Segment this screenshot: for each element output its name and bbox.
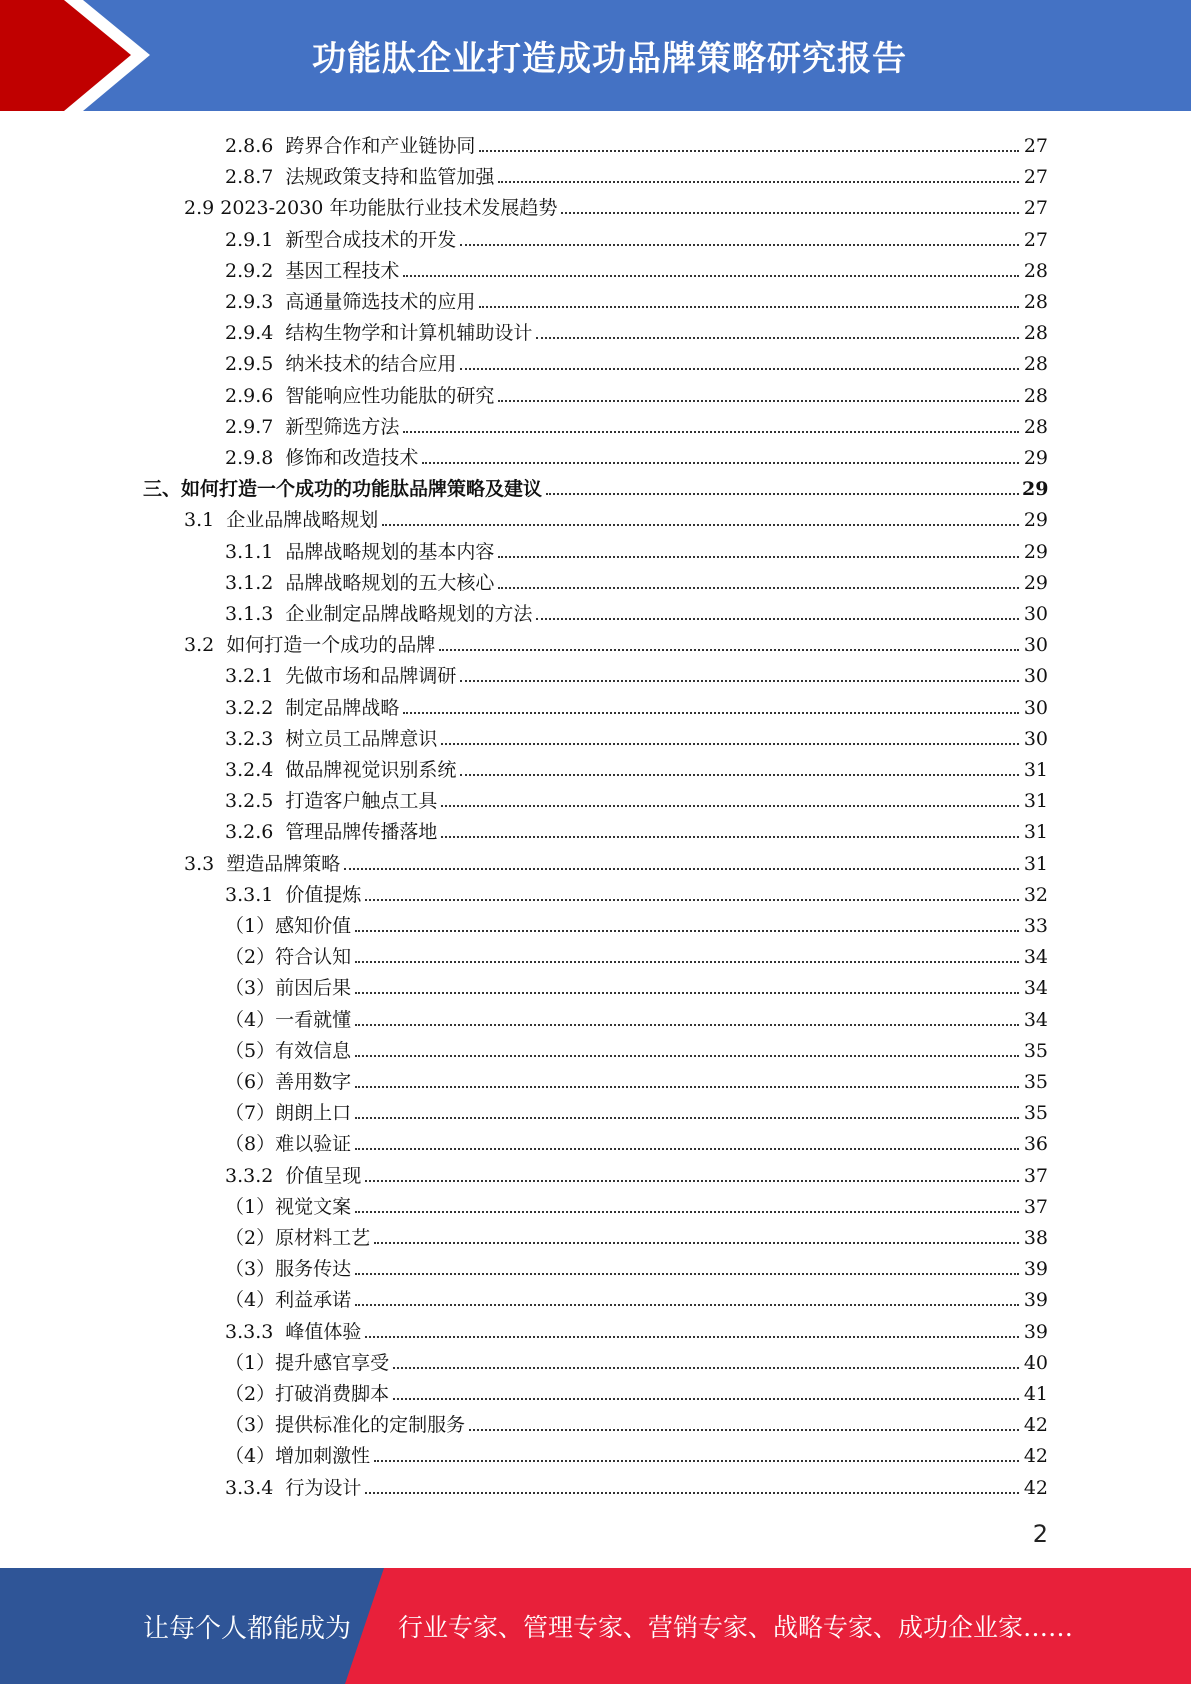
toc-entry-page: 36 bbox=[1023, 1133, 1048, 1156]
toc-entry-page: 31 bbox=[1023, 759, 1048, 781]
toc-entry-label: 3.2.2 制定品牌战略 bbox=[225, 696, 400, 719]
toc-entry[interactable] bbox=[225, 1405, 1048, 1436]
toc-entry-label: 2.9.1 新型合成技术的开发 bbox=[225, 228, 457, 251]
toc-entry-label: （1）视觉文案 bbox=[225, 1195, 352, 1218]
toc-dot-leader bbox=[469, 1428, 1019, 1431]
toc-entry[interactable] bbox=[225, 968, 1048, 999]
toc-entry-page: 29 bbox=[1023, 447, 1048, 469]
toc-entry-page: 29 bbox=[1022, 478, 1049, 501]
toc-entry-label: 2.9.3 高通量筛选技术的应用 bbox=[225, 291, 476, 313]
toc-entry-label: （4）利益承诺 bbox=[225, 1289, 352, 1312]
toc-entry-label: （2）符合认知 bbox=[225, 946, 352, 969]
toc-dot-leader bbox=[393, 1366, 1019, 1369]
toc-entry[interactable] bbox=[225, 1031, 1048, 1062]
toc-entry-label: （6）善用数字 bbox=[225, 1071, 352, 1093]
toc-entry[interactable] bbox=[225, 1156, 1048, 1187]
toc-entry-label: （5）有效信息 bbox=[225, 1039, 352, 1062]
toc-entry-label: （4）一看就懂 bbox=[225, 1008, 352, 1031]
toc-entry[interactable] bbox=[225, 344, 1048, 375]
toc-entry-label: （4）增加刺激性 bbox=[225, 1445, 371, 1468]
toc-entry-page: 27 bbox=[1023, 228, 1048, 251]
toc-entry-page: 41 bbox=[1023, 1383, 1048, 1405]
toc-entry-label: 3.3.3 峰值体验 bbox=[225, 1320, 362, 1343]
toc-entry[interactable] bbox=[143, 469, 1048, 500]
toc-entry[interactable] bbox=[225, 1312, 1048, 1343]
toc-entry[interactable] bbox=[225, 157, 1048, 188]
toc-entry-label: 2.9.4 结构生物学和计算机辅助设计 bbox=[225, 322, 533, 345]
toc-dot-leader bbox=[460, 367, 1019, 370]
toc-entry-label: （1）感知价值 bbox=[225, 915, 352, 937]
toc-dot-leader bbox=[546, 492, 1019, 495]
toc-entry-page: 30 bbox=[1023, 727, 1048, 750]
toc-entry-page: 29 bbox=[1023, 571, 1048, 594]
toc-entry-label: （2）原材料工艺 bbox=[225, 1227, 371, 1249]
toc-entry-label: 2.9.5 纳米技术的结合应用 bbox=[225, 353, 457, 376]
toc-entry-label: 2.9 2023-2030 年功能肽行业技术发展趋势 bbox=[184, 197, 558, 220]
toc-entry-page: 31 bbox=[1023, 790, 1048, 813]
toc-entry-page: 27 bbox=[1023, 135, 1048, 157]
toc-dot-leader bbox=[479, 149, 1019, 152]
toc-entry-label: （3）服务传达 bbox=[225, 1258, 352, 1281]
toc-entry[interactable] bbox=[225, 407, 1048, 438]
toc-entry-page: 42 bbox=[1023, 1476, 1048, 1499]
page-title: 功能肽企业打造成功品牌策略研究报告 bbox=[312, 39, 907, 79]
toc-dot-leader bbox=[439, 648, 1019, 651]
toc-entry-page: 37 bbox=[1023, 1195, 1048, 1218]
toc-entry-page: 28 bbox=[1023, 259, 1048, 282]
toc-entry[interactable] bbox=[225, 251, 1048, 282]
toc-entry[interactable] bbox=[225, 1062, 1048, 1093]
toc-entry[interactable] bbox=[225, 594, 1048, 625]
toc-dot-leader bbox=[460, 773, 1019, 776]
toc-dot-leader bbox=[344, 867, 1019, 870]
toc-entry-label: 3.1.3 企业制定品牌战略规划的方法 bbox=[225, 603, 533, 625]
toc-dot-leader bbox=[403, 430, 1019, 433]
toc-entry-page: 28 bbox=[1023, 322, 1048, 345]
toc-entry-label: 3.2.1 先做市场和品牌调研 bbox=[225, 665, 457, 688]
toc-entry-label: （7）朗朗上口 bbox=[225, 1102, 352, 1125]
toc-entry[interactable] bbox=[225, 1000, 1048, 1031]
toc-entry-label: 2.9.8 修饰和改造技术 bbox=[225, 447, 419, 469]
toc-entry-label: 三、如何打造一个成功的功能肽品牌策略及建议 bbox=[143, 478, 543, 501]
toc-entry-page: 33 bbox=[1023, 915, 1048, 937]
toc-entry-page: 28 bbox=[1023, 384, 1048, 407]
toc-entry[interactable] bbox=[225, 1280, 1048, 1311]
toc-entry-label: 2.9.2 基因工程技术 bbox=[225, 259, 400, 282]
toc-dot-leader bbox=[403, 274, 1019, 277]
toc-dot-leader bbox=[422, 461, 1019, 464]
toc-entry-label: 3.3.2 价值呈现 bbox=[225, 1164, 362, 1187]
toc-entry-page: 35 bbox=[1023, 1039, 1048, 1062]
toc-dot-leader bbox=[365, 1335, 1019, 1338]
toc-entry[interactable] bbox=[184, 500, 1048, 531]
toc-entry[interactable] bbox=[184, 188, 1048, 219]
toc-entry[interactable] bbox=[225, 906, 1048, 937]
toc-entry-page: 30 bbox=[1023, 696, 1048, 719]
toc-dot-leader bbox=[498, 399, 1019, 402]
toc-entry-label: 2.9.7 新型筛选方法 bbox=[225, 415, 400, 438]
toc-dot-leader bbox=[355, 1272, 1019, 1275]
toc-entry[interactable] bbox=[225, 937, 1048, 968]
toc-entry-page: 30 bbox=[1023, 665, 1048, 688]
toc-entry-page: 32 bbox=[1023, 883, 1048, 906]
toc-dot-leader bbox=[355, 1303, 1019, 1306]
toc-entry[interactable] bbox=[225, 126, 1048, 157]
toc-dot-leader bbox=[355, 929, 1019, 932]
toc-entry[interactable] bbox=[225, 875, 1048, 906]
toc-dot-leader bbox=[561, 211, 1019, 214]
toc-entry-page: 31 bbox=[1023, 821, 1048, 844]
toc-entry[interactable] bbox=[225, 781, 1048, 812]
toc-entry-page: 34 bbox=[1023, 1008, 1048, 1031]
toc-dot-leader bbox=[365, 1179, 1019, 1182]
toc-entry[interactable] bbox=[225, 563, 1048, 594]
toc-entry-page: 39 bbox=[1023, 1258, 1048, 1281]
toc-entry-page: 30 bbox=[1023, 634, 1048, 657]
toc-dot-leader bbox=[498, 555, 1019, 558]
toc-entry-label: （3）前因后果 bbox=[225, 977, 352, 1000]
page-number: 2 bbox=[1032, 1520, 1048, 1548]
toc-entry[interactable] bbox=[225, 688, 1048, 719]
toc-entry-label: 3.3.4 行为设计 bbox=[225, 1476, 362, 1499]
toc-entry-label: （2）打破消费脚本 bbox=[225, 1383, 390, 1405]
toc-entry-label: 2.9.6 智能响应性功能肽的研究 bbox=[225, 384, 495, 407]
toc-entry[interactable] bbox=[225, 438, 1048, 469]
toc-entry-page: 37 bbox=[1023, 1164, 1048, 1187]
toc-entry-label: 3.2.5 打造客户触点工具 bbox=[225, 790, 438, 813]
toc-dot-leader bbox=[393, 1397, 1019, 1400]
toc-entry-label: 3.2.3 树立员工品牌意识 bbox=[225, 727, 438, 750]
toc-entry-page: 28 bbox=[1023, 415, 1048, 438]
toc-entry-page: 34 bbox=[1023, 977, 1048, 1000]
toc-entry-label: 3.1 企业品牌战略规划 bbox=[184, 509, 379, 532]
toc-entry-label: 3.3.1 价值提炼 bbox=[225, 883, 362, 906]
toc-entry[interactable] bbox=[225, 1124, 1048, 1155]
toc-entry[interactable] bbox=[225, 220, 1048, 251]
toc-entry-label: （3）提供标准化的定制服务 bbox=[225, 1414, 466, 1437]
toc-entry[interactable] bbox=[225, 376, 1048, 407]
toc-entry[interactable] bbox=[225, 1249, 1048, 1280]
toc-entry-label: （8）难以验证 bbox=[225, 1133, 352, 1156]
toc-dot-leader bbox=[355, 1085, 1019, 1088]
toc-dot-leader bbox=[536, 336, 1019, 339]
toc-entry-page: 38 bbox=[1023, 1227, 1048, 1249]
toc-dot-leader bbox=[355, 991, 1019, 994]
toc-dot-leader bbox=[374, 1459, 1019, 1462]
toc-entry-page: 27 bbox=[1023, 166, 1048, 189]
toc-entry[interactable] bbox=[225, 1436, 1048, 1467]
toc-dot-leader bbox=[498, 586, 1019, 589]
toc-entry[interactable] bbox=[225, 750, 1048, 781]
toc-dot-leader bbox=[382, 523, 1019, 526]
toc-entry-page: 34 bbox=[1023, 946, 1048, 969]
toc-entry-page: 31 bbox=[1023, 852, 1048, 875]
toc-dot-leader bbox=[355, 1054, 1019, 1057]
toc-entry-page: 42 bbox=[1023, 1414, 1048, 1437]
toc-entry-label: 2.8.7 法规政策支持和监管加强 bbox=[225, 166, 495, 189]
toc-dot-leader bbox=[479, 305, 1019, 308]
toc-entry-label: 3.3 塑造品牌策略 bbox=[184, 852, 341, 875]
toc-dot-leader bbox=[355, 960, 1019, 963]
toc-entry-label: 3.2.6 管理品牌传播落地 bbox=[225, 821, 438, 844]
toc-dot-leader bbox=[441, 742, 1019, 745]
toc-entry-page: 29 bbox=[1023, 509, 1048, 532]
toc-entry[interactable] bbox=[225, 812, 1048, 843]
toc-entry[interactable] bbox=[225, 1374, 1048, 1405]
toc-entry-page: 39 bbox=[1023, 1289, 1048, 1312]
toc-entry-page: 29 bbox=[1023, 540, 1048, 563]
toc-entry[interactable] bbox=[225, 532, 1048, 563]
toc-entry-page: 30 bbox=[1023, 603, 1048, 625]
toc-entry-page: 42 bbox=[1023, 1445, 1048, 1468]
toc-entry-label: 3.1.1 品牌战略规划的基本内容 bbox=[225, 540, 495, 563]
toc-dot-leader bbox=[355, 1147, 1019, 1150]
toc-entry[interactable] bbox=[225, 719, 1048, 750]
toc-dot-leader bbox=[460, 679, 1019, 682]
toc-entry-page: 35 bbox=[1023, 1071, 1048, 1093]
toc-entry[interactable] bbox=[225, 1093, 1048, 1124]
page-footer bbox=[0, 1568, 1191, 1684]
toc-entry-page: 35 bbox=[1023, 1102, 1048, 1125]
toc-dot-leader bbox=[355, 1023, 1019, 1026]
toc-dot-leader bbox=[460, 243, 1019, 246]
toc-entry-page: 39 bbox=[1023, 1320, 1048, 1343]
toc-entry-label: 3.2 如何打造一个成功的品牌 bbox=[184, 634, 436, 657]
toc-dot-leader bbox=[355, 1116, 1019, 1119]
toc-dot-leader bbox=[441, 804, 1019, 807]
toc-entry[interactable] bbox=[184, 625, 1048, 656]
toc-entry-page: 27 bbox=[1023, 197, 1048, 220]
toc-dot-leader bbox=[374, 1241, 1019, 1244]
toc-dot-leader bbox=[365, 1491, 1019, 1494]
toc-dot-leader bbox=[498, 180, 1019, 183]
page-header bbox=[0, 0, 1191, 111]
footer-slogan-left: 让每个人都能成为 bbox=[143, 1613, 352, 1644]
toc-entry-label: 3.2.4 做品牌视觉识别系统 bbox=[225, 759, 457, 781]
toc-entry[interactable] bbox=[184, 844, 1048, 875]
toc-entry[interactable] bbox=[225, 1218, 1048, 1249]
toc-entry-page: 40 bbox=[1023, 1351, 1048, 1374]
toc-entry[interactable] bbox=[225, 1468, 1048, 1499]
toc-entry-page: 28 bbox=[1023, 291, 1048, 313]
toc-entry[interactable] bbox=[225, 1187, 1048, 1218]
toc-entry-page: 28 bbox=[1023, 353, 1048, 376]
toc-dot-leader bbox=[355, 1210, 1019, 1213]
toc-dot-leader bbox=[365, 898, 1019, 901]
toc-entry-label: （1）提升感官享受 bbox=[225, 1351, 390, 1374]
toc-dot-leader bbox=[403, 711, 1019, 714]
toc-entry[interactable] bbox=[225, 282, 1048, 313]
toc-dot-leader bbox=[536, 617, 1019, 620]
footer-slogan-right: 行业专家、管理专家、营销专家、战略专家、成功企业家…… bbox=[398, 1613, 1074, 1642]
toc-dot-leader bbox=[441, 835, 1019, 838]
toc-entry[interactable] bbox=[225, 313, 1048, 344]
toc-entry-label: 2.8.6 跨界合作和产业链协同 bbox=[225, 135, 476, 157]
toc-entry-label: 3.1.2 品牌战略规划的五大核心 bbox=[225, 571, 495, 594]
toc-entry[interactable] bbox=[225, 1343, 1048, 1374]
toc-entry[interactable] bbox=[225, 656, 1048, 687]
